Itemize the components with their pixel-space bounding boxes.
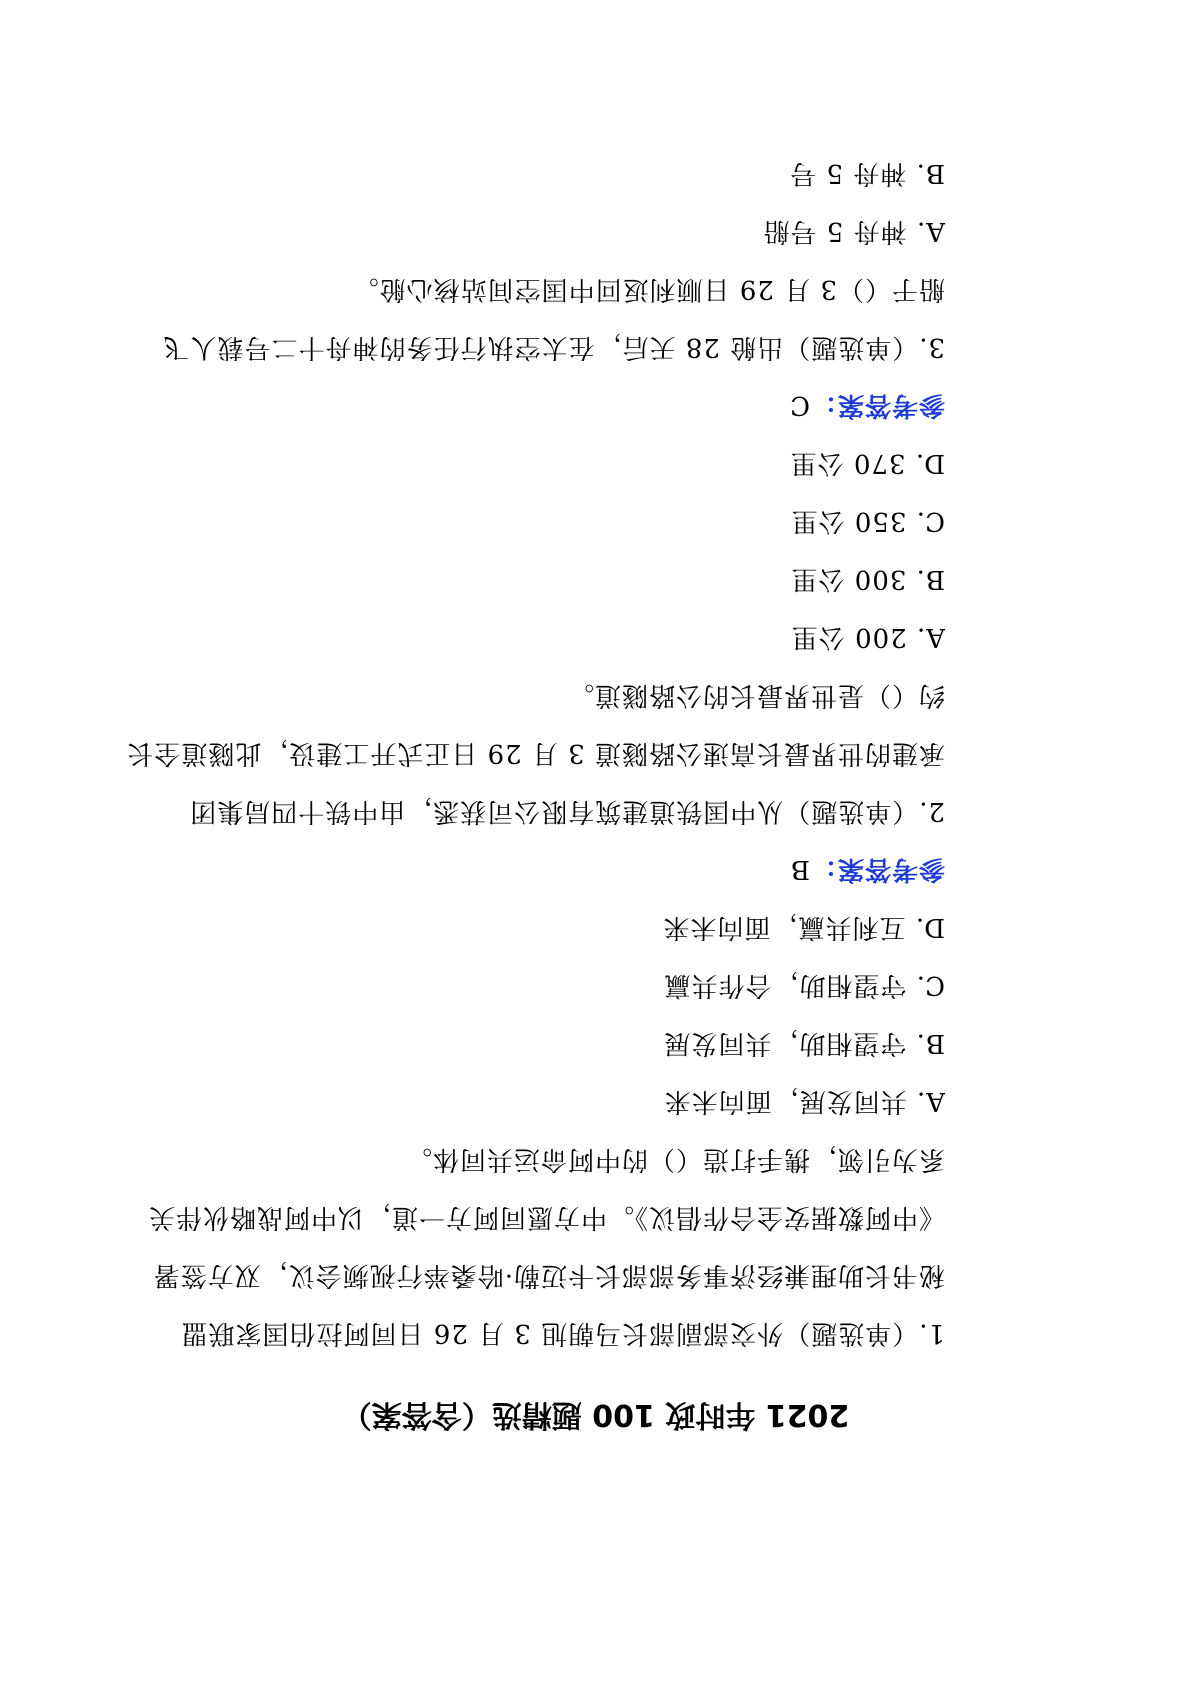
question-3-line-1: 3.（单选题）出舱 28 天后，在太空执行任务的神舟十二号载人飞 [162, 332, 945, 362]
question-2-answer [789, 388, 945, 422]
answer-label: 参考答案： [809, 390, 945, 420]
question-2-line-2: 承建的世界最长高速公路隧道 3 月 29 日正式开工建设，此隧道全长 [126, 738, 945, 768]
question-1-line-2: 秘书长助理兼经济事务部部长卡迈勒·哈桑举行视频会议，双方签署 [152, 1260, 945, 1290]
question-3-option-b: B. 神舟 5 号 [789, 158, 945, 188]
question-1-line-4: 系为引领，携手打造（）的中阿命运共同体。 [404, 1144, 945, 1174]
answer-label: 参考答案： [809, 854, 945, 884]
question-2-line-1: 2.（单选题）从中国铁道建筑有限公司获悉，由中铁十四局集团 [189, 796, 945, 826]
question-2-option-a: A. 200 公里 [790, 622, 945, 652]
question-1-option-d: D. 互利共赢，面向未来 [662, 912, 945, 942]
question-1-line-1: 1.（单选题）外交部副部长马朝旭 3 月 26 日同阿拉伯国家联盟 [180, 1318, 945, 1348]
question-1-option-c: C. 守望相助，合作共赢 [663, 970, 945, 1000]
answer-value: C [789, 390, 810, 420]
question-3-option-a: A. 神舟 5 号船 [762, 216, 945, 246]
question-1-option-a: A. 共同发展，面向未来 [663, 1086, 945, 1116]
question-2-option-b: B. 300 公里 [790, 564, 945, 594]
question-1-option-b: B. 守望相助，共同发展 [663, 1028, 945, 1058]
question-2-line-3: 约（）是世界最长的公路隧道。 [566, 680, 945, 710]
question-2-option-c: C. 350 公里 [790, 506, 945, 536]
question-2-option-d: D. 370 公里 [789, 448, 945, 478]
question-1-line-3: 《中阿数据安全合作倡议》。中方愿同阿方一道，以中阿战略伙伴关 [147, 1202, 945, 1232]
question-3-line-2: 船于（）3 月 29 日顺利返回中国空间站核心舱。 [351, 274, 945, 304]
question-1-answer [790, 852, 945, 886]
answer-value: B [789, 854, 810, 884]
page-title: 2021 年时政 100 题精选（含答案） [341, 1397, 850, 1432]
